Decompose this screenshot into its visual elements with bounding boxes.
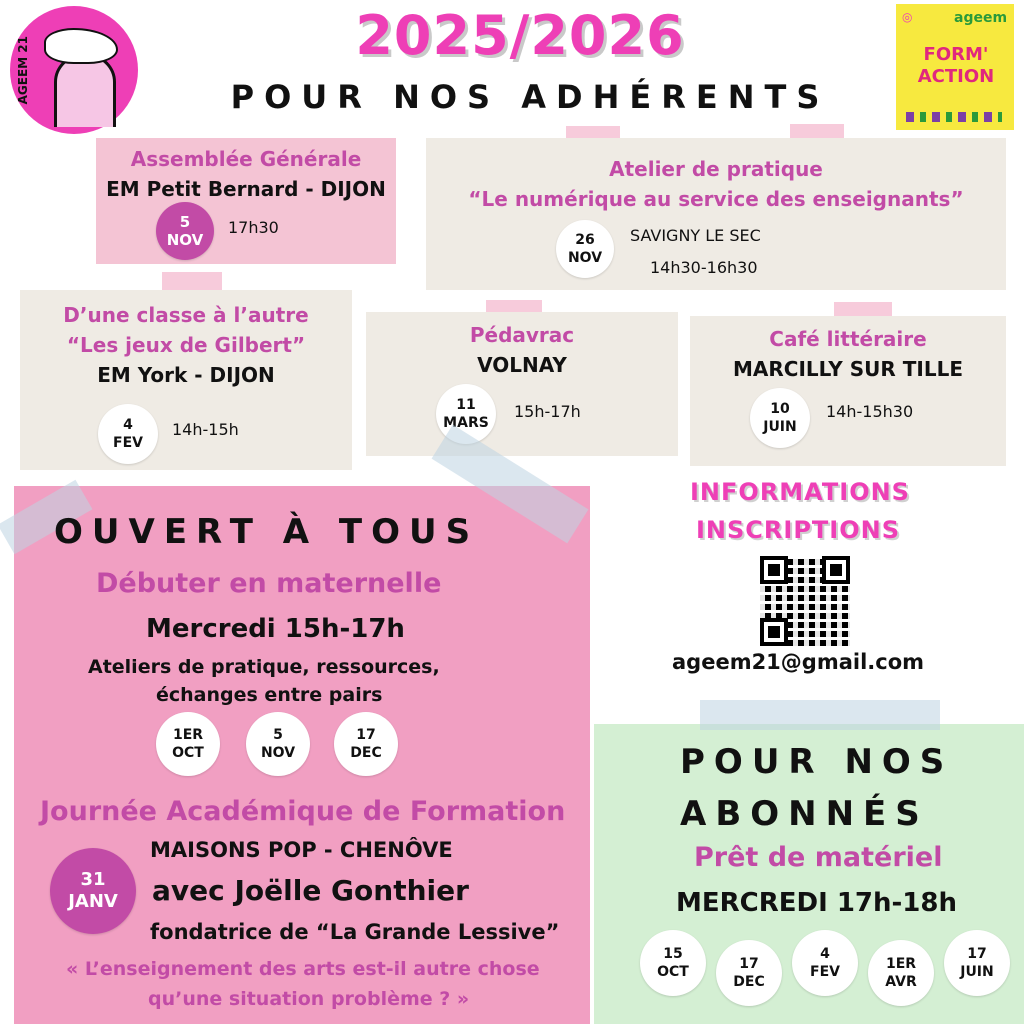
event-card-pedavrac — [366, 312, 678, 456]
date-badge: 26 NOV — [556, 220, 614, 278]
jaf-guest: avec Joëlle Gonthier — [152, 874, 469, 907]
bear-icon — [44, 28, 118, 64]
jaf-role: fondatrice de “La Grande Lessive” — [150, 920, 560, 944]
event-place: SAVIGNY LE SEC — [630, 226, 761, 245]
event-time: 14h-15h — [172, 420, 239, 439]
date-badge: 1ER OCT — [156, 712, 220, 776]
subscribers-heading: POUR NOS — [680, 742, 954, 782]
arch-icon — [54, 54, 116, 127]
logo-brand: ageem — [954, 10, 1008, 26]
year-title: 2025/2026 — [355, 4, 685, 67]
event-time: 17h30 — [228, 218, 279, 237]
event-title: Assemblée Générale — [130, 147, 362, 171]
date-badge: 1ER AVR — [868, 940, 934, 1006]
date-badge: 17 DEC — [716, 940, 782, 1006]
qr-code[interactable] — [760, 556, 850, 646]
event-place: EM Petit Bernard - DIJON — [106, 177, 386, 201]
event-place: EM York - DIJON — [97, 363, 275, 387]
jaf-quote: qu’une situation problème ? » — [148, 988, 470, 1010]
event-title: Pédavrac — [469, 323, 575, 347]
event-title: Atelier de pratique — [609, 157, 823, 181]
date-badge: 5 NOV — [156, 202, 214, 260]
date-badge: 4 FEV — [98, 404, 158, 464]
course-desc: échanges entre pairs — [156, 684, 383, 706]
members-heading: POUR NOS ADHÉRENTS — [230, 78, 830, 116]
event-title: Café littéraire — [769, 327, 927, 351]
date-badge: 15 OCT — [640, 930, 706, 996]
service-time: MERCREDI 17h-18h — [676, 888, 957, 918]
contact-email[interactable]: ageem21@gmail.com — [672, 650, 925, 674]
date-badge: 17 DEC — [334, 712, 398, 776]
event-card-classe — [20, 290, 352, 470]
date-badge: 4 FEV — [792, 930, 858, 996]
event-place: VOLNAY — [477, 353, 567, 377]
date-badge: 10 JUIN — [750, 388, 810, 448]
formaction-logo — [896, 4, 1014, 130]
date-badge: 31 JANV — [50, 848, 136, 934]
event-card-cafe — [690, 316, 1006, 466]
info-heading: INFORMATIONS — [690, 478, 910, 506]
open-to-all-heading: OUVERT À TOUS — [54, 512, 480, 552]
ageem21-logo — [10, 6, 138, 134]
course-desc: Ateliers de pratique, ressources, — [88, 656, 440, 678]
event-subtitle: “Les jeux de Gilbert” — [66, 333, 306, 357]
event-time: 14h-15h30 — [826, 402, 914, 421]
info-heading: INSCRIPTIONS — [696, 516, 900, 544]
jaf-quote: « L’enseignement des arts est-il autre chose — [66, 958, 540, 980]
event-subtitle: “Le numérique au service des enseignants” — [468, 187, 964, 211]
jaf-title: Journée Académique de Formation — [40, 796, 566, 827]
logo-swirl-icon: ◎ — [902, 10, 913, 24]
event-card-assemblee — [96, 138, 396, 264]
course-title: Débuter en maternelle — [96, 568, 442, 599]
event-place: MARCILLY SUR TILLE — [733, 357, 963, 381]
event-title: D’une classe à l’autre — [63, 303, 309, 327]
tape-decoration — [700, 700, 940, 730]
course-time: Mercredi 15h-17h — [146, 614, 405, 644]
event-time: 14h30-16h30 — [650, 258, 758, 277]
date-badge: 5 NOV — [246, 712, 310, 776]
jaf-place: MAISONS POP - CHENÔVE — [150, 838, 453, 862]
logo-partners — [906, 112, 1002, 122]
logo-text: AGEEM 21 — [16, 36, 30, 105]
date-badge: 17 JUIN — [944, 930, 1010, 996]
logo-title: FORM' ACTION — [917, 44, 995, 87]
service-title: Prêt de matériel — [694, 842, 943, 873]
date-badge: 11 MARS — [436, 384, 496, 444]
subscribers-heading: ABONNÉS — [680, 794, 929, 834]
event-time: 15h-17h — [514, 402, 581, 421]
